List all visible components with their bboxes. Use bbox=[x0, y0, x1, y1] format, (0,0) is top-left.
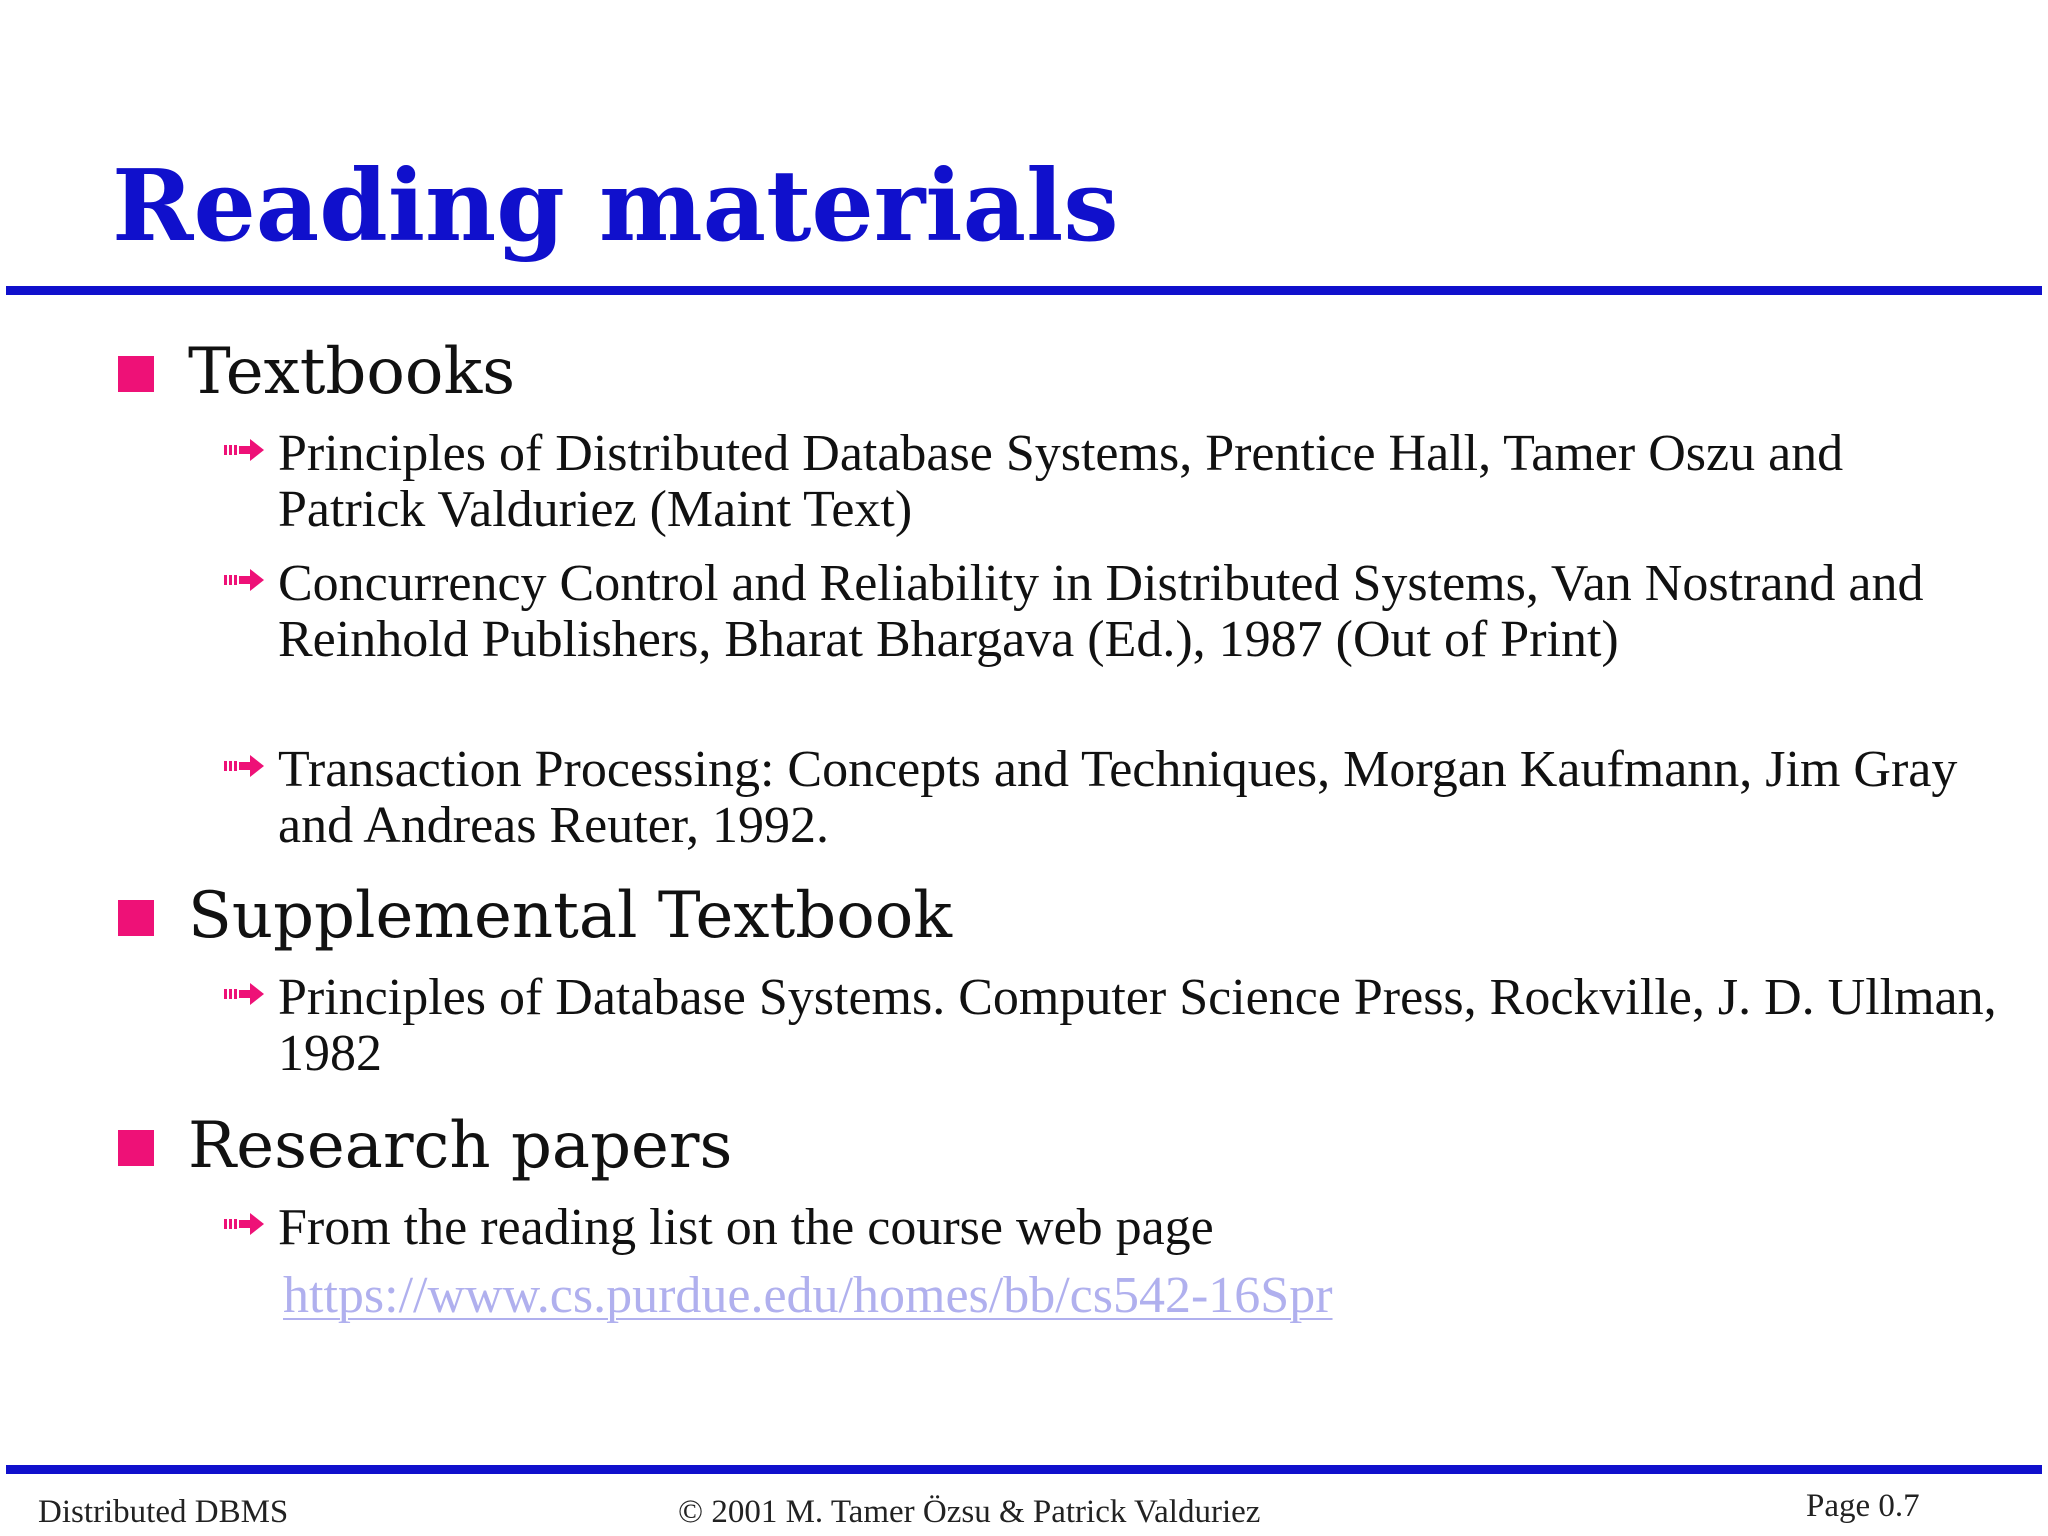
section-heading: Textbooks bbox=[188, 335, 516, 409]
arrow-bullet-icon bbox=[224, 438, 264, 462]
reading-item-text: Transaction Processing: Concepts and Techniques, Morgan Kaufmann, Jim Gray and Andreas Reuter, 1992. bbox=[278, 741, 1958, 854]
reading-item-text: From the reading list on the course web page bbox=[278, 1199, 1214, 1256]
reading-item-text: Principles of Distributed Database Systems, Prentice Hall, Tamer Oszu and Patrick Valduriez (Maint Text) bbox=[278, 425, 1844, 538]
footer-page-number: Page 0.7 bbox=[1806, 1488, 1920, 1524]
square-bullet-icon bbox=[118, 356, 154, 392]
slide-title: Reading materials bbox=[112, 149, 1119, 264]
footer-course-name: Distributed DBMS bbox=[38, 1494, 289, 1530]
footer-copyright: © 2001 M. Tamer Özsu & Patrick Valduriez bbox=[678, 1494, 1261, 1530]
square-bullet-icon bbox=[118, 1130, 154, 1166]
footer-divider bbox=[6, 1465, 2042, 1474]
arrow-bullet-icon bbox=[224, 568, 264, 592]
course-web-page-link[interactable]: https://www.cs.purdue.edu/homes/bb/cs542-16Spr bbox=[283, 1267, 1333, 1324]
arrow-bullet-icon bbox=[224, 754, 264, 778]
arrow-bullet-icon bbox=[224, 982, 264, 1006]
section-heading: Research papers bbox=[188, 1109, 733, 1183]
square-bullet-icon bbox=[118, 900, 154, 936]
reading-item-text: Principles of Database Systems. Computer Science Press, Rockville, J. D. Ullman, 1982 bbox=[278, 969, 1997, 1082]
section-heading: Supplemental Textbook bbox=[188, 879, 953, 953]
arrow-bullet-icon bbox=[224, 1212, 264, 1236]
reading-item-text: Concurrency Control and Reliability in Distributed Systems, Van Nostrand and Reinhold Publishers, Bharat Bhargava (Ed.), 1987 (Out of Print) bbox=[278, 555, 1924, 668]
